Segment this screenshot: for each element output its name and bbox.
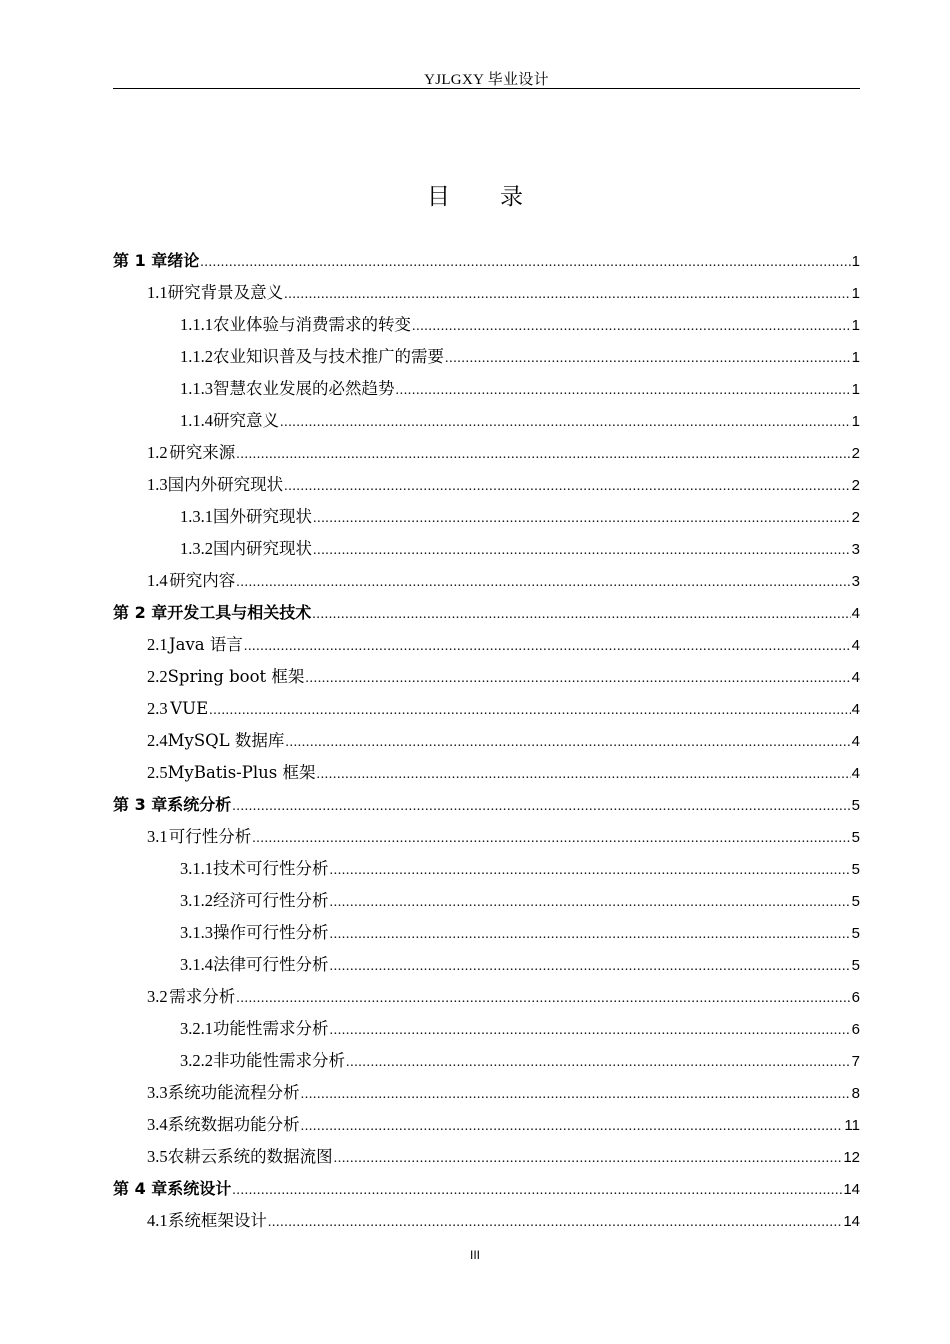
toc-entry-number: 3.1.3	[180, 923, 213, 942]
toc-entry[interactable]	[113, 1173, 860, 1205]
toc-entry-title: 开发工具与相关技术	[167, 603, 312, 622]
toc-entry-page: 5	[851, 893, 860, 910]
toc-entry[interactable]	[113, 437, 860, 469]
toc-entry-number: 1.1.2	[180, 347, 213, 366]
toc-entry-number: 2.4	[147, 731, 168, 750]
toc-entry-page: 6	[851, 1021, 860, 1038]
header-rule	[113, 88, 860, 89]
toc-entry-title: 研究内容	[169, 571, 236, 590]
toc-entry-title: 研究背景及意义	[167, 283, 284, 302]
toc-entry[interactable]	[113, 949, 860, 981]
toc-entry-page: 3	[851, 573, 860, 590]
toc-entry-title: VUE	[170, 699, 209, 718]
toc-entry-page: 14	[843, 1213, 860, 1230]
toc-entry-page: 1	[851, 413, 860, 430]
toc-entry-number: 3.2.2	[180, 1051, 213, 1070]
toc-entry-page: 11	[844, 1117, 860, 1134]
toc-entry-title: MySQL 数据库	[167, 731, 285, 750]
toc-entry-page: 1	[851, 317, 860, 334]
toc-entry[interactable]	[113, 1045, 860, 1077]
toc-entry[interactable]	[113, 245, 860, 277]
toc-entry-number: 1.1.4	[180, 411, 213, 430]
dot-leader	[312, 599, 850, 631]
dot-leader	[396, 375, 851, 407]
toc-entry-title: 系统设计	[167, 1179, 232, 1198]
toc-entry-page: 2	[851, 445, 860, 462]
toc-entry[interactable]	[113, 1141, 860, 1173]
toc-entry-page: 1	[851, 253, 860, 270]
toc-entry[interactable]	[113, 789, 860, 821]
dot-leader	[346, 1047, 851, 1079]
toc-entry-title: 国内外研究现状	[167, 475, 284, 494]
toc-entry-title: 研究来源	[169, 443, 236, 462]
toc-entry[interactable]	[113, 277, 860, 309]
dot-leader	[301, 1079, 851, 1111]
toc-entry-page: 5	[851, 829, 860, 846]
toc-entry-number: 1.1	[147, 283, 168, 302]
toc-entry[interactable]	[113, 341, 860, 373]
toc-entry-page: 2	[851, 509, 860, 526]
dot-leader	[301, 1111, 844, 1143]
dot-leader	[330, 1015, 851, 1047]
dot-leader	[236, 983, 850, 1015]
toc-entry[interactable]	[113, 501, 860, 533]
toc-entry-number: 第 4 章	[113, 1179, 168, 1198]
toc-entry-number: 3.2	[147, 987, 168, 1006]
dot-leader	[330, 855, 851, 887]
toc-entry-page: 5	[851, 925, 860, 942]
dot-leader	[330, 887, 851, 919]
toc-entry-title: 农业知识普及与技术推广的需要	[213, 347, 444, 366]
toc-entry[interactable]	[113, 469, 860, 501]
dot-leader	[232, 791, 850, 823]
toc-entry-title: 非功能性需求分析	[213, 1051, 345, 1070]
toc-entry-title: Spring boot 框架	[167, 667, 305, 686]
toc-entry-page: 4	[851, 733, 860, 750]
toc-entry-number: 1.4	[147, 571, 168, 590]
dot-leader	[209, 695, 851, 727]
toc-entry-page: 4	[851, 637, 860, 654]
toc-entry-number: 3.2.1	[180, 1019, 213, 1038]
toc-entry[interactable]	[113, 565, 860, 597]
toc-entry-title: MyBatis-Plus 框架	[167, 763, 316, 782]
dot-leader	[236, 567, 850, 599]
toc-entry-number: 1.1.1	[180, 315, 213, 334]
toc-entry[interactable]	[113, 1205, 860, 1237]
toc-entry[interactable]	[113, 917, 860, 949]
toc-entry-number: 3.4	[147, 1115, 168, 1134]
dot-leader	[313, 535, 851, 567]
toc-entry-number: 第 2 章	[113, 603, 168, 622]
toc-entry-title: 功能性需求分析	[213, 1019, 329, 1038]
toc-entry-title: Java 语言	[169, 635, 243, 654]
toc-entry-page: 6	[851, 989, 860, 1006]
dot-leader	[285, 727, 850, 759]
toc-entry[interactable]	[113, 1109, 860, 1141]
toc-entry-number: 第 1 章	[113, 251, 168, 270]
dot-leader	[252, 823, 850, 855]
toc-entry[interactable]	[113, 373, 860, 405]
toc-entry-title: 系统功能流程分析	[167, 1083, 300, 1102]
toc-entry-title: 绪论	[167, 251, 200, 270]
toc-entry-title: 可行性分析	[168, 827, 252, 846]
toc-entry-page: 4	[851, 669, 860, 686]
toc-entry-page: 4	[851, 605, 860, 622]
toc-entry-page: 1	[851, 381, 860, 398]
toc-entry-number: 3.1	[147, 827, 168, 846]
toc-entry-title: 系统框架设计	[167, 1211, 267, 1230]
dot-leader	[305, 663, 850, 695]
toc-entry[interactable]	[113, 885, 860, 917]
dot-leader	[244, 631, 851, 663]
toc-entry-number: 3.3	[147, 1083, 168, 1102]
dot-leader	[313, 503, 851, 535]
dot-leader	[284, 279, 851, 311]
toc-entry-page: 8	[851, 1085, 860, 1102]
toc-entry[interactable]	[113, 597, 860, 629]
toc-entry-title: 需求分析	[169, 987, 236, 1006]
dot-leader	[280, 407, 851, 439]
toc-entry-number: 1.3.1	[180, 507, 213, 526]
toc-title: 目录	[427, 184, 573, 210]
toc-entry[interactable]	[113, 693, 860, 725]
dot-leader	[284, 471, 851, 503]
toc-entry-number: 2.3	[147, 699, 168, 718]
toc-entry-title: 系统数据功能分析	[167, 1115, 300, 1134]
toc-entry-title: 国内研究现状	[213, 539, 312, 558]
dot-leader	[412, 311, 851, 343]
toc-entry-number: 2.5	[147, 763, 168, 782]
dot-leader	[330, 951, 851, 983]
toc-entry-page: 12	[843, 1149, 860, 1166]
toc-entry[interactable]	[113, 853, 860, 885]
page-number: III	[469, 1248, 480, 1262]
toc-entry-title: 法律可行性分析	[213, 955, 329, 974]
toc-entry[interactable]	[113, 981, 860, 1013]
toc-entry[interactable]	[113, 405, 860, 437]
toc-entry-page: 5	[851, 957, 860, 974]
dot-leader	[200, 247, 850, 279]
toc-entry-number: 2.2	[147, 667, 168, 686]
toc-entry[interactable]	[113, 1077, 860, 1109]
toc-entry[interactable]	[113, 821, 860, 853]
dot-leader	[232, 1175, 842, 1207]
toc-entry-title: 系统分析	[167, 795, 232, 814]
dot-leader	[330, 919, 851, 951]
toc-entry-title: 研究意义	[213, 411, 279, 430]
toc-entry-page: 4	[851, 765, 860, 782]
toc-entry[interactable]	[113, 757, 860, 789]
toc-entry-page: 4	[851, 701, 860, 718]
toc-entry-number: 1.1.3	[180, 379, 213, 398]
toc-entry-number: 第 3 章	[113, 795, 168, 814]
toc-entry-title: 国外研究现状	[213, 507, 312, 526]
toc-entry-title: 智慧农业发展的必然趋势	[213, 379, 395, 398]
dot-leader	[334, 1143, 843, 1175]
toc-entry-title: 农业体验与消费需求的转变	[213, 315, 411, 334]
toc-entry-page: 3	[851, 541, 860, 558]
toc-entry-page: 5	[851, 797, 860, 814]
toc-entry-number: 1.3.2	[180, 539, 213, 558]
toc-entry-title: 农耕云系统的数据流图	[167, 1147, 333, 1166]
toc-entry[interactable]	[113, 629, 860, 661]
toc-entry-title: 操作可行性分析	[213, 923, 329, 942]
toc-entry-page: 14	[843, 1181, 860, 1198]
toc-entry-page: 1	[851, 349, 860, 366]
toc-entry[interactable]	[113, 533, 860, 565]
dot-leader	[445, 343, 851, 375]
toc-entry[interactable]	[113, 1013, 860, 1045]
dot-leader	[316, 759, 850, 791]
toc-entry-number: 3.1.1	[180, 859, 213, 878]
toc-entry-number: 2.1	[147, 635, 168, 654]
table-of-contents	[113, 245, 860, 1237]
toc-entry[interactable]	[113, 725, 860, 757]
dot-leader	[268, 1207, 842, 1239]
toc-entry-title: 技术可行性分析	[213, 859, 329, 878]
toc-entry-number: 3.1.2	[180, 891, 213, 910]
toc-entry-title: 经济可行性分析	[213, 891, 329, 910]
toc-entry[interactable]	[113, 661, 860, 693]
toc-entry[interactable]	[113, 309, 860, 341]
page-header: YJLGXY 毕业设计	[424, 72, 549, 88]
toc-entry-page: 2	[851, 477, 860, 494]
toc-entry-number: 3.1.4	[180, 955, 213, 974]
toc-entry-number: 1.3	[147, 475, 168, 494]
toc-entry-page: 5	[851, 861, 860, 878]
toc-entry-number: 3.5	[147, 1147, 168, 1166]
toc-entry-number: 1.2	[147, 443, 168, 462]
toc-entry-number: 4.1	[147, 1211, 168, 1230]
toc-entry-page: 7	[851, 1053, 860, 1070]
toc-entry-page: 1	[851, 285, 860, 302]
dot-leader	[236, 439, 850, 471]
